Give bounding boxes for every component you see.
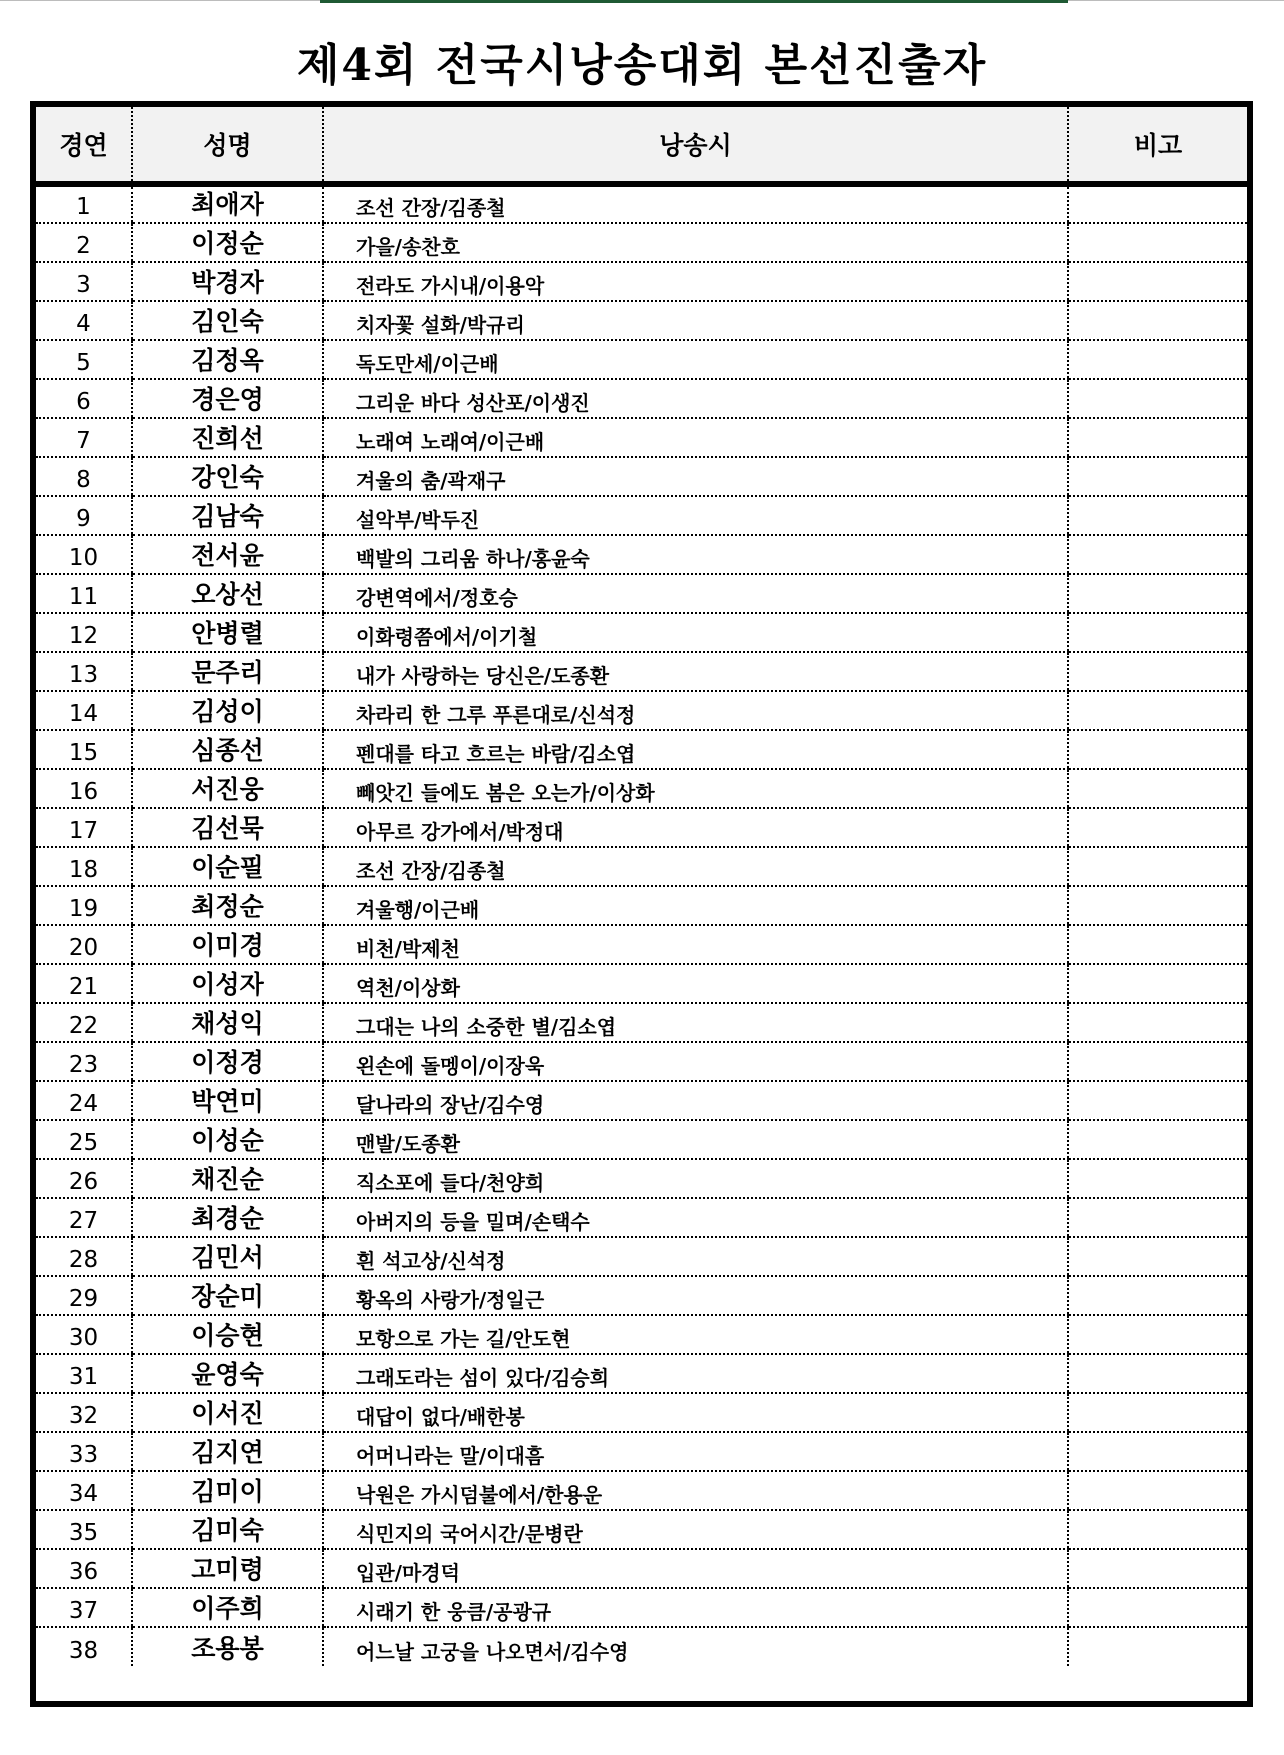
table-row [36,1432,1247,1471]
row-number: 14 [36,691,132,730]
poem-title: 어느날 고궁을 나오면서/김수영 [323,1627,1068,1666]
contestant-name: 이주희 [132,1588,323,1627]
table-row [36,301,1247,340]
row-number: 20 [36,925,132,964]
table-body [36,184,1247,1666]
contestant-name: 이미경 [132,925,323,964]
table-row [36,223,1247,262]
table-row [36,613,1247,652]
table-row [36,1393,1247,1432]
contestant-name: 박경자 [132,262,323,301]
poem-title: 시래기 한 웅큼/공광규 [323,1588,1068,1627]
poem-title: 왼손에 돌멩이/이장욱 [323,1042,1068,1081]
header-row [36,107,1247,184]
contestant-name: 경은영 [132,379,323,418]
row-number: 11 [36,574,132,613]
finalists-table [36,107,1247,1666]
row-number: 35 [36,1510,132,1549]
row-note [1068,1198,1247,1237]
contestant-name: 이성자 [132,964,323,1003]
row-number: 24 [36,1081,132,1120]
contestant-name: 김지연 [132,1432,323,1471]
poem-title: 전라도 가시내/이용악 [323,262,1068,301]
poem-title: 모항으로 가는 길/안도현 [323,1315,1068,1354]
row-note [1068,262,1247,301]
contestant-name: 심종선 [132,730,323,769]
table-row [36,886,1247,925]
table-row [36,964,1247,1003]
row-note [1068,1237,1247,1276]
contestant-name: 이정순 [132,223,323,262]
row-note [1068,1588,1247,1627]
row-number: 7 [36,418,132,457]
row-note [1068,1042,1247,1081]
row-note [1068,1315,1247,1354]
poem-title: 대답이 없다/배한봉 [323,1393,1068,1432]
row-number: 21 [36,964,132,1003]
poem-title: 조선 간장/김종철 [323,184,1068,223]
top-border-right [1068,0,1284,1]
row-number: 13 [36,652,132,691]
contestant-name: 최정순 [132,886,323,925]
row-note [1068,1393,1247,1432]
poem-title: 맨발/도종환 [323,1120,1068,1159]
contestant-name: 이서진 [132,1393,323,1432]
row-note [1068,574,1247,613]
row-note [1068,886,1247,925]
row-number: 27 [36,1198,132,1237]
row-number: 19 [36,886,132,925]
row-note [1068,1276,1247,1315]
table-row [36,184,1247,223]
table-row [36,1042,1247,1081]
poem-title: 달나라의 장난/김수영 [323,1081,1068,1120]
poem-title: 강변역에서/정호승 [323,574,1068,613]
table-row [36,1237,1247,1276]
contestant-name: 최애자 [132,184,323,223]
poem-title: 노래여 노래여/이근배 [323,418,1068,457]
table-row [36,1159,1247,1198]
table-row [36,1627,1247,1666]
row-number: 28 [36,1237,132,1276]
row-note [1068,1432,1247,1471]
contestant-name: 강인숙 [132,457,323,496]
row-note [1068,1354,1247,1393]
header-note: 비고 [1068,107,1247,184]
table-row [36,1198,1247,1237]
header-poem: 낭송시 [323,107,1068,184]
contestant-name: 김인숙 [132,301,323,340]
row-number: 3 [36,262,132,301]
row-note [1068,769,1247,808]
row-number: 1 [36,184,132,223]
poem-title: 그리운 바다 성산포/이생진 [323,379,1068,418]
row-number: 10 [36,535,132,574]
row-number: 37 [36,1588,132,1627]
row-number: 23 [36,1042,132,1081]
row-note [1068,847,1247,886]
row-number: 9 [36,496,132,535]
poem-title: 겨울행/이근배 [323,886,1068,925]
row-note [1068,730,1247,769]
row-note [1068,808,1247,847]
row-number: 30 [36,1315,132,1354]
table-row [36,1276,1247,1315]
row-number: 17 [36,808,132,847]
poem-title: 그래도라는 섬이 있다/김승희 [323,1354,1068,1393]
contestant-name: 박연미 [132,1081,323,1120]
poem-title: 겨울의 춤/곽재구 [323,457,1068,496]
row-note [1068,1003,1247,1042]
contestant-name: 장순미 [132,1276,323,1315]
row-note [1068,613,1247,652]
contestant-name: 김성이 [132,691,323,730]
poem-title: 직소포에 들다/천양희 [323,1159,1068,1198]
poem-title: 이화령쯤에서/이기철 [323,613,1068,652]
poem-title: 설악부/박두진 [323,496,1068,535]
poem-title: 아무르 강가에서/박정대 [323,808,1068,847]
contestant-name: 안병렬 [132,613,323,652]
contestant-name: 문주리 [132,652,323,691]
poem-title: 가을/송찬호 [323,223,1068,262]
contestant-name: 채성익 [132,1003,323,1042]
contestant-name: 전서윤 [132,535,323,574]
row-note [1068,457,1247,496]
row-number: 5 [36,340,132,379]
poem-title: 역천/이상화 [323,964,1068,1003]
row-number: 34 [36,1471,132,1510]
poem-title: 식민지의 국어시간/문병란 [323,1510,1068,1549]
row-note [1068,964,1247,1003]
contestant-name: 이성순 [132,1120,323,1159]
row-number: 8 [36,457,132,496]
contestant-name: 김미이 [132,1471,323,1510]
row-number: 22 [36,1003,132,1042]
row-note [1068,340,1247,379]
table-row [36,1120,1247,1159]
header-order: 경연 [36,107,132,184]
row-note [1068,1120,1247,1159]
row-number: 32 [36,1393,132,1432]
poem-title: 조선 간장/김종철 [323,847,1068,886]
poem-title: 황옥의 사랑가/정일근 [323,1276,1068,1315]
poem-title: 입관/마경덕 [323,1549,1068,1588]
table-row [36,535,1247,574]
poem-title: 빼앗긴 들에도 봄은 오는가/이상화 [323,769,1068,808]
table-row [36,457,1247,496]
poem-title: 낙원은 가시덤불에서/한용운 [323,1471,1068,1510]
contestant-name: 채진순 [132,1159,323,1198]
row-number: 31 [36,1354,132,1393]
row-note [1068,652,1247,691]
table-row [36,262,1247,301]
contestant-name: 고미령 [132,1549,323,1588]
row-number: 4 [36,301,132,340]
row-number: 16 [36,769,132,808]
table-row [36,1003,1247,1042]
table-row [36,574,1247,613]
row-note [1068,1471,1247,1510]
row-number: 38 [68,1638,99,1664]
contestant-name: 이순필 [132,847,323,886]
contestant-name: 김민서 [132,1237,323,1276]
row-number: 15 [36,730,132,769]
row-note [1068,184,1247,223]
row-note [1068,1159,1247,1198]
poem-title: 펜대를 타고 흐르는 바람/김소엽 [323,730,1068,769]
row-note [1068,379,1247,418]
contestant-name: 이정경 [132,1042,323,1081]
contestant-name: 서진웅 [132,769,323,808]
row-number: 6 [36,379,132,418]
contestant-name: 최경순 [132,1198,323,1237]
row-number: 29 [36,1276,132,1315]
table-row [36,418,1247,457]
row-note [1068,301,1247,340]
table-row [36,1471,1247,1510]
row-number: 18 [36,847,132,886]
table-row [36,730,1247,769]
contestant-name: 오상선 [132,574,323,613]
table-row [36,925,1247,964]
table-row [36,379,1247,418]
poem-title: 어머니라는 말/이대흠 [323,1432,1068,1471]
row-note [1068,1510,1247,1549]
table-row [36,496,1247,535]
contestant-name: 진희선 [132,418,323,457]
row-note [1068,535,1247,574]
contestant-name: 이승현 [132,1315,323,1354]
row-number: 33 [36,1432,132,1471]
poem-title: 비천/박제천 [323,925,1068,964]
table-row [36,1549,1247,1588]
poem-title: 치자꽃 설화/박규리 [323,301,1068,340]
contestant-name: 김선묵 [132,808,323,847]
table-row [36,1354,1247,1393]
contestant-name: 김미숙 [132,1510,323,1549]
top-border-left [0,0,320,1]
contestant-name: 윤영숙 [132,1354,323,1393]
poem-title: 독도만세/이근배 [323,340,1068,379]
table-row [36,808,1247,847]
row-number: 2 [36,223,132,262]
row-note [1068,223,1247,262]
table-row [36,1510,1247,1549]
row-number: 36 [36,1549,132,1588]
contestant-name: 조용봉 [132,1627,323,1666]
poem-title: 백발의 그리움 하나/홍윤숙 [323,535,1068,574]
table-row [36,769,1247,808]
row-note [1068,691,1247,730]
table-row [36,340,1247,379]
row-note [1068,496,1247,535]
table-row [36,847,1247,886]
row-note [1068,1549,1247,1588]
poem-title: 내가 사랑하는 당신은/도종환 [323,652,1068,691]
row-number: 12 [36,613,132,652]
poem-title: 그대는 나의 소중한 별/김소엽 [323,1003,1068,1042]
table-row [36,1588,1247,1627]
row-note [1068,925,1247,964]
table-row [36,1081,1247,1120]
roster-sheet [30,101,1253,1707]
row-number: 26 [36,1159,132,1198]
contestant-name: 김남숙 [132,496,323,535]
header-name: 성명 [132,107,323,184]
contestant-name: 김정옥 [132,340,323,379]
poem-title: 흰 석고상/신석정 [323,1237,1068,1276]
table-row [36,652,1247,691]
table-row [36,691,1247,730]
poem-title: 차라리 한 그루 푸른대로/신석정 [323,691,1068,730]
table-row [36,1315,1247,1354]
top-accent-bar [320,0,1068,3]
row-number: 25 [36,1120,132,1159]
row-note [1068,1627,1247,1666]
row-note [1068,1081,1247,1120]
row-note [1068,418,1247,457]
poem-title: 아버지의 등을 밀며/손택수 [323,1198,1068,1237]
page-title: 제4회 전국시낭송대회 본선진출자 [296,40,988,91]
